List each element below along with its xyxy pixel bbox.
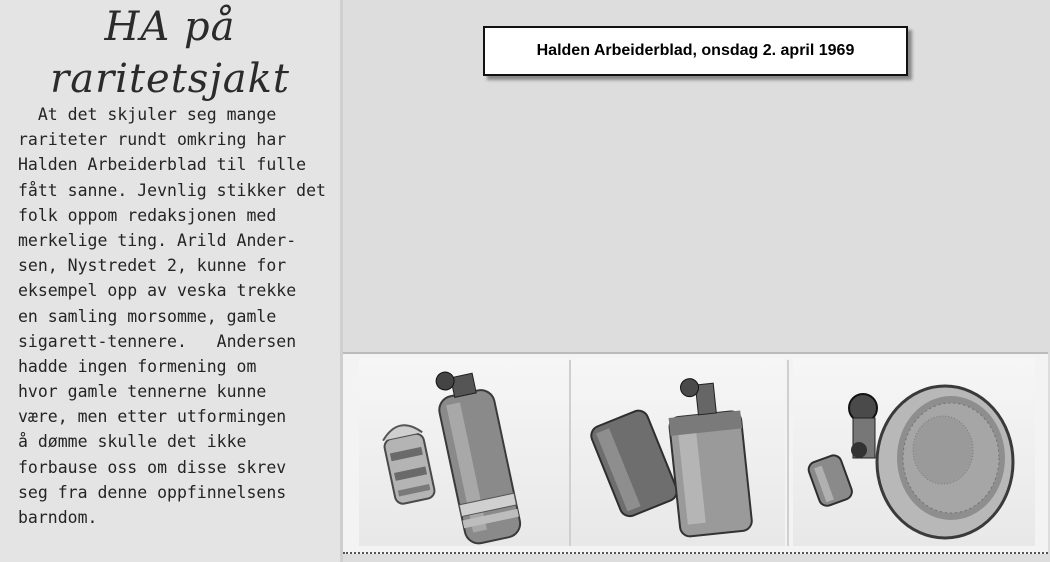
article-line: sen, Nystredet 2, kunne for — [18, 256, 287, 276]
article-line: hadde ingen formening om — [18, 356, 257, 376]
lighters-photo-strip — [343, 352, 1048, 554]
photo-round-lighter — [793, 358, 1035, 546]
article-line: en samling morsomme, gamle — [18, 306, 277, 326]
photo-separator — [787, 360, 789, 546]
article-line: eksempel opp av veska trekke — [18, 281, 297, 301]
article-line: fått sanne. Jevnlig stikker det — [18, 180, 326, 200]
flat-rectangular-lighter-icon — [571, 358, 785, 546]
article-body — [18, 102, 324, 530]
article-line: folk oppom redaksjonen med — [18, 205, 277, 225]
article-line: Halden Arbeiderblad til fulle — [18, 155, 307, 175]
article-line: sigarett-tennere. Andersen — [18, 331, 297, 351]
source-caption-box — [483, 26, 908, 76]
article-line: rariteter rundt omkring har — [18, 130, 287, 150]
cylindrical-lighter-with-cap-icon — [359, 358, 569, 546]
photo-cylindrical-lighter — [359, 358, 569, 546]
article-line: å dømme skulle det ikke — [18, 432, 247, 452]
article-line: At det skjuler seg mange — [18, 105, 277, 124]
source-caption: Halden Arbeiderblad, onsdag 2. april 1969 — [536, 42, 855, 59]
photo-flat-lighter — [571, 358, 785, 546]
article-line: barndom. — [18, 508, 98, 527]
headline-line-1: HA på — [104, 4, 236, 50]
headline-line-2: raritetsjakt — [50, 56, 290, 102]
article-line: være, men etter utformingen — [18, 407, 287, 427]
article-line: merkelige ting. Arild Ander- — [18, 230, 297, 250]
round-disc-lighter-icon — [793, 358, 1035, 546]
article-line: seg fra denne oppfinnelsens — [18, 482, 287, 502]
article-line: hvor gamle tennerne kunne — [18, 382, 267, 402]
newspaper-clipping — [0, 0, 340, 562]
article-line: forbause oss om disse skrev — [18, 457, 287, 477]
